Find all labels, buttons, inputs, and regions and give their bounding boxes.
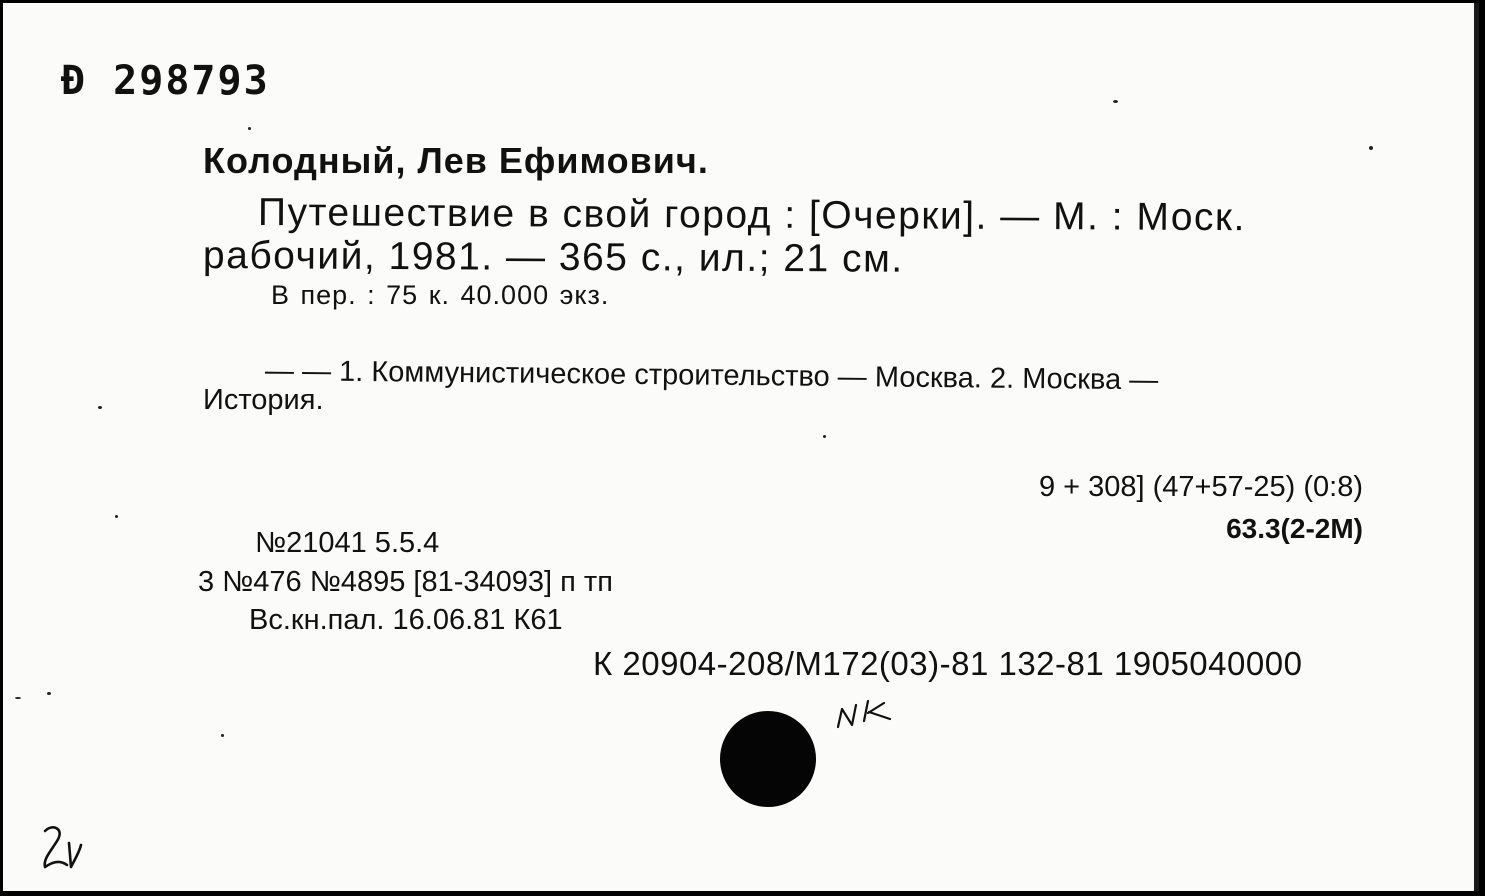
author-heading: Колодный, Лев Ефимович. [203, 140, 709, 181]
order-number: №21041 5.5.4 [255, 527, 440, 559]
k-code-line: К 20904-208/М172(03)-81 132-81 1905040000 [593, 645, 1303, 682]
price-line: В пер. : 75 к. 40.000 экз. [271, 280, 610, 310]
catalog-card [3, 3, 1479, 891]
subjects-line: — — 1. Коммунистическое строительство — Москва. 2. Москва — [264, 355, 1159, 397]
card-number: Ð 298793 [61, 58, 270, 104]
speck [15, 697, 21, 699]
speck [221, 734, 224, 737]
print-line: 3 №476 №4895 [81-34093] п тп [198, 566, 613, 598]
handwritten-mark [834, 697, 896, 731]
chamber-line: Вс.кн.пал. 16.06.81 К61 [249, 604, 563, 636]
speck [115, 515, 118, 518]
handwritten-corner-mark [37, 823, 87, 877]
speck [1113, 100, 1118, 103]
publication-line: рабочий, 1981. — 365 с., ил.; 21 см. [202, 234, 904, 281]
speck [47, 692, 51, 695]
speck [248, 127, 251, 130]
title-line: Путешествие в свой город : [Очерки]. — М. : Моск. [257, 191, 1247, 240]
punch-hole [720, 711, 816, 807]
speck [823, 435, 826, 438]
subjects-continuation: История. [203, 384, 324, 416]
speck [98, 406, 102, 409]
speck [1369, 146, 1373, 150]
bbk-code: 63.3(2-2М) [1226, 513, 1363, 544]
index-line: 9 + 308] (47+57-25) (0:8) [1038, 471, 1363, 503]
